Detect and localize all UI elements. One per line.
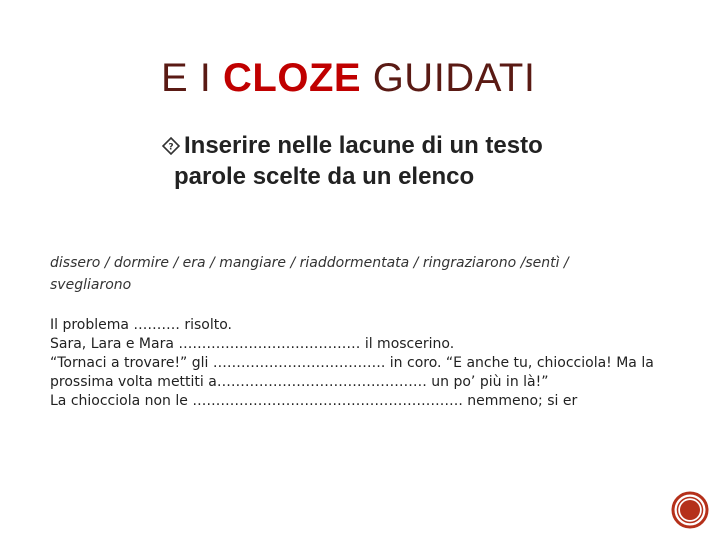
title-part-2: GUIDATI <box>361 56 536 100</box>
bullet-line-2: parole scelte da un elenco <box>174 163 475 190</box>
passage-line: La chiocciola non le …………………………………………………. nemmeno; si er <box>50 393 578 409</box>
bullet-line-1: Inserire nelle lacune di un testo <box>184 132 543 159</box>
svg-text:?: ? <box>168 142 174 152</box>
diamond-bullet-icon <box>160 135 182 157</box>
title-accent: CLOZE <box>223 56 362 100</box>
circular-logo-icon <box>670 490 710 530</box>
word-list: dissero / dormire / era / mangiare / riaddormentata / ringraziarono /sentì / svegliarono <box>50 255 569 293</box>
bullet-point <box>160 130 680 192</box>
page-title <box>161 52 535 104</box>
passage-line: “Tornaci a trovare!” gli ………………………………. in coro. “E anche tu, chiocciola! Ma la prossima volta mettiti a……………………………………… un po’ più in là!” <box>50 355 654 390</box>
bullet-line-1-row <box>160 130 680 161</box>
passage-line: Il problema ………. risolto. <box>50 317 232 333</box>
passage-line: Sara, Lara e Mara ………………………………… il moscerino. <box>50 336 455 352</box>
cloze-passage <box>50 316 670 411</box>
title-part-1: E I <box>161 56 224 100</box>
